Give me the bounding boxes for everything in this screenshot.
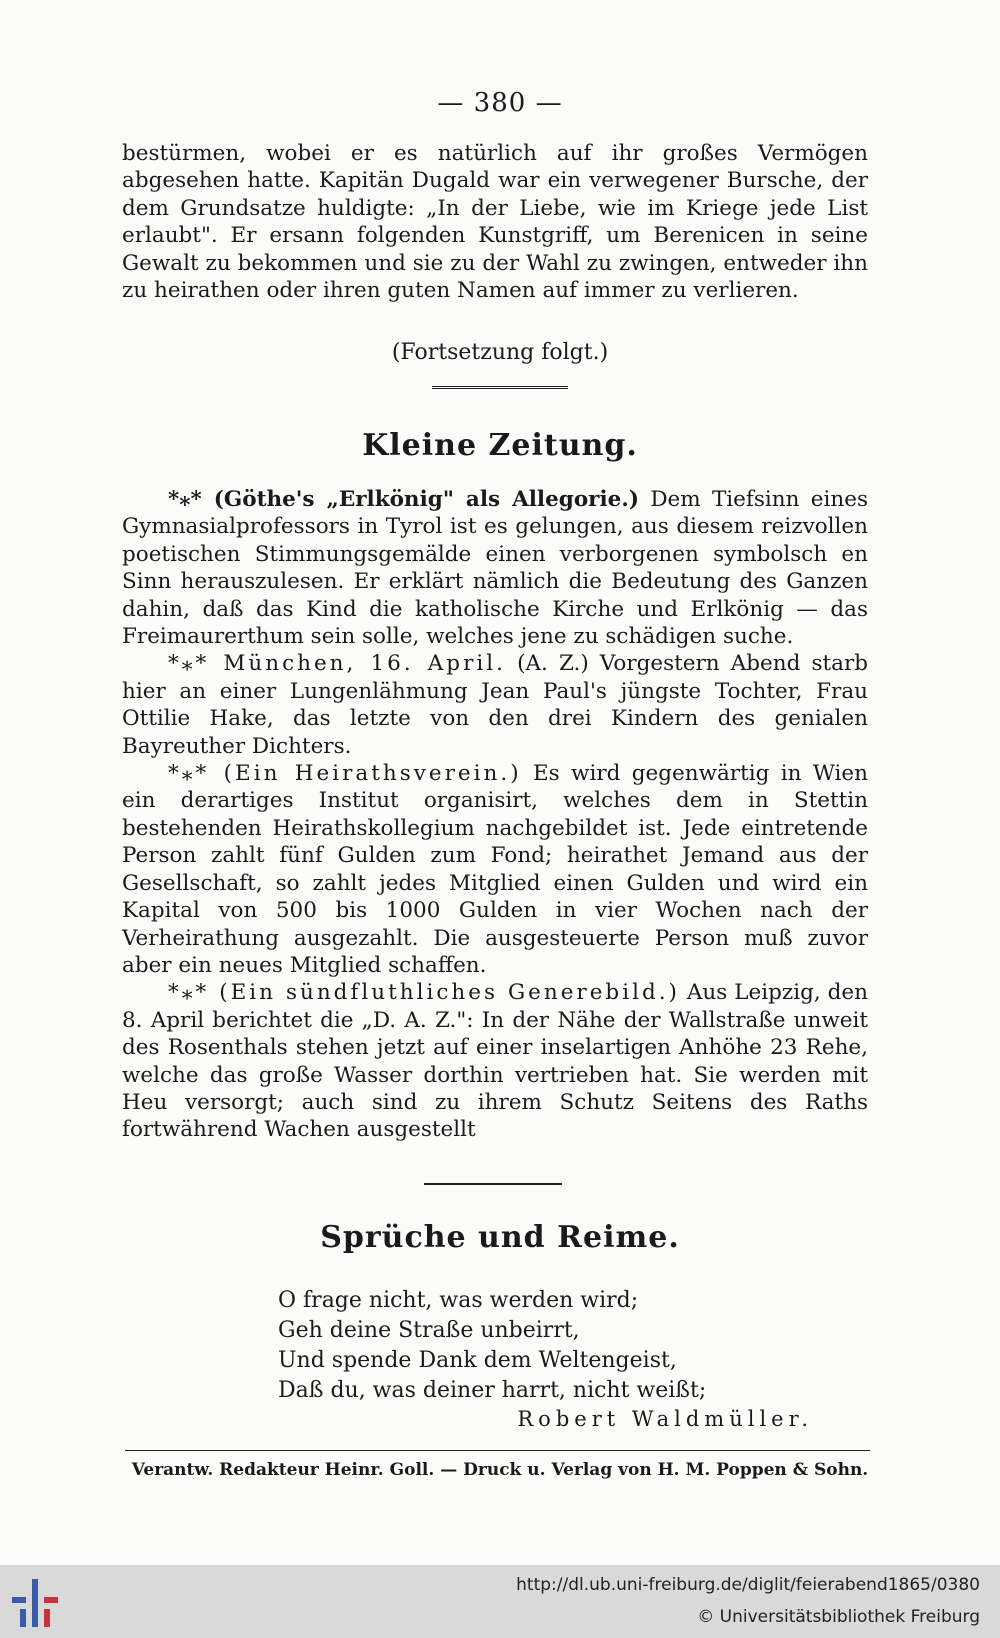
page-number: — 380 —: [437, 88, 563, 118]
poem-line: Geh deine Straße unbeirrt,: [278, 1318, 580, 1343]
intro-paragraph: [122, 140, 868, 304]
imprint-divider: [125, 1450, 870, 1451]
section-title-sprueche: Sprüche und Reime.: [320, 1220, 680, 1255]
news-item-text: (A. Z.) Vorgestern Abend starb hier an einer Lungenlähmung Jean Paul's jüngste Tochter, Frau Ottilie Hake, das letzte von den drei Kindern des genialen Bayreuther Dichters.: [122, 651, 869, 759]
news-item: [122, 760, 868, 979]
news-item: [122, 650, 868, 760]
ub-freiburg-logo-icon[interactable]: [8, 1575, 62, 1631]
poem-line: O frage nicht, was werden wird;: [278, 1288, 639, 1313]
news-item-lead: *⁎* (Ein Heirathsverein.): [168, 761, 522, 787]
section-title-kleine-zeitung: Kleine Zeitung.: [362, 428, 638, 463]
poem-line: Und spende Dank dem Weltengeist,: [278, 1348, 677, 1373]
imprint: Verantw. Redakteur Heinr. Goll. — Druck u. Verlag von H. M. Poppen & Sohn.: [131, 1460, 869, 1480]
news-item-text: Dem Tiefsinn eines Gymnasialprofessors in Tyrol ist es gelungen, aus diesem reizvollen poetischen Stimmungsgemälde einen verborgenen symbolsch en Sinn herauszulesen. Er erklärt nämlich die Bedeutung des Ganzen dahin, daß das Kind die katholische Kirche und Erlkönig — das Freimaurerthum sein solle, welches jene zu schädigen suche.: [122, 487, 868, 650]
news-item-text: Aus Leipzig, den 8. April berichtet die „D. A. Z.": In der Nähe der Wallstraße unweit des Rosenthals stehen jetzt auf einer inselartigen Anhöhe 23 Rehe, welche das große Wasser dorthin vertrieben hat. Sie werden mit Heu versorgt; auch sind zu ihrem Schutz Seitens des Raths fortwährend Wachen ausgestellt: [122, 980, 868, 1143]
news-item-lead: *⁎* München, 16. April.: [168, 651, 506, 677]
news-item: [122, 979, 868, 1143]
news-item-lead: *⁎* (Ein sündfluthliches Generebild.): [168, 980, 680, 1006]
section-divider: [432, 386, 568, 389]
intro-text: bestürmen, wobei er es natürlich auf ihr großes Vermögen abgesehen hatte. Kapitän Dugald war ein verwegener Bursche, der dem Grundsatze huldigte: „In der Liebe, wie im Kriege jede List erlaubt". Er ersann folgenden Kunstgriff, um Berenicen in seine Gewalt zu bekommen und sie zu der Wahl zu zwingen, entweder ihn zu heirathen oder ihren guten Namen auf immer zu verlieren.: [122, 141, 868, 304]
news-item-lead: *⁎* (Göthe's „Erlkönig" als Allegorie.): [168, 487, 639, 512]
viewer-footer-bar: [0, 1565, 1000, 1638]
news-items: [122, 486, 868, 1144]
continuation-note: (Fortsetzung folgt.): [391, 340, 609, 365]
news-item: [122, 486, 868, 650]
news-item-text: Es wird gegenwärtig in Wien ein derartiges Institut organisirt, welches dem in Stettin bestehenden Heirathskollegium nachgebildet ist. Jede eintretende Person zahlt fünf Gulden zum Fond; heirathet Jemand aus der Gesellschaft, so zahlt jedes Mitglied einen Gulden und wird ein Kapital von 500 bis 1000 Gulden in vier Wochen nach der Verheirathung ausgezahlt. Die ausgesteuerte Person muß zuvor aber ein neues Mitglied schaffen.: [122, 761, 868, 978]
permalink-url[interactable]: http://dl.ub.uni-freiburg.de/diglit/feierabend1865/0380: [516, 1575, 980, 1595]
copyright-notice: © Universitätsbibliothek Freiburg: [697, 1607, 980, 1627]
poem: [278, 1286, 838, 1406]
poem-line: Daß du, was deiner harrt, nicht weißt;: [278, 1378, 707, 1403]
section-divider: [424, 1183, 562, 1185]
poem-author: Robert Waldmüller.: [517, 1407, 813, 1431]
